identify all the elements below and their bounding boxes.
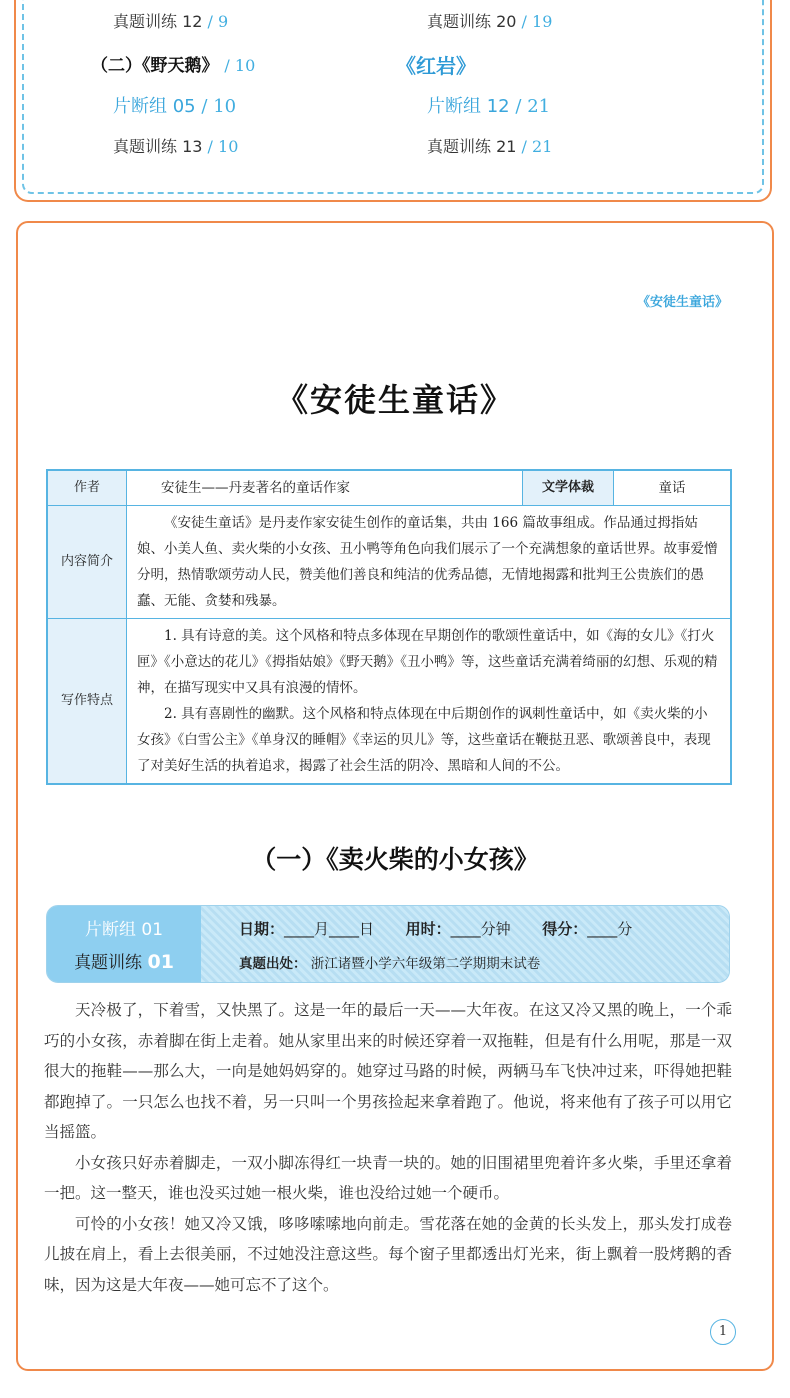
genre-value: 童话 [614, 470, 732, 506]
toc-entry-label: 真题训练 20 [427, 12, 517, 31]
training-number: 01 [147, 951, 174, 973]
reading-paragraph: 小女孩只好赤着脚走，一双小脚冻得红一块青一块的。她的旧围裙里兜着许多火柴，手里还拿着一把。这一整天，谁也没买过她一根火柴，谁也没给过她一个硬币。 [44, 1153, 732, 1202]
reading-paragraph: 天冷极了，下着雪，又快黑了。这是一年的最后一天——大年夜。在这又冷又黑的晚上，一个乖巧的小女孩，赤着脚在街上走着。她从家里出来的时候还穿着一双拖鞋，但是有什么用呢，那是一双很大的拖鞋——那么大，一向是她妈妈穿的。她穿过马路的时候，两辆马车飞快冲过来，吓得她把鞋都跑掉了。一只怎么也找不着，另一只叫一个男孩捡起来拿着跑了。他说，将来他有了孩子可以用它当摇篮。 [44, 1001, 732, 1141]
toc-separator: / [515, 96, 522, 117]
exercise-fields [239, 918, 632, 939]
toc-entry[interactable] [91, 51, 255, 76]
author-label: 作者 [47, 470, 127, 506]
score-label: 得分： [542, 920, 588, 938]
features-cell [127, 619, 732, 785]
toc-page-number: 10 [234, 56, 256, 75]
toc-separator: / [207, 137, 213, 156]
source-label: 真题出处： [239, 956, 307, 972]
date-field[interactable]: ____月____日 [284, 920, 375, 938]
running-head: 《安徒生童话》 [636, 295, 728, 310]
toc-page-number: 9 [218, 12, 229, 31]
toc-separator: / [521, 137, 527, 156]
feature-point-1: 1. 具有诗意的美。这个风格和特点多体现在早期创作的歌颂性童话中，如《海的女儿》《打火匣》《小意达的花儿》《拇指姑娘》《野天鹅》《丑小鸭》等，这些童话充满着绮丽的幻想、乐观的精神，在描写现实中又具有浪漫的情怀。 [137, 628, 718, 696]
date-label: 日期： [239, 920, 285, 938]
features-label: 写作特点 [47, 619, 127, 785]
exercise-source [239, 952, 540, 972]
toc-entry[interactable] [113, 134, 238, 157]
toc-entry-label: （二）《野天鹅》 [91, 56, 219, 76]
toc-entry-label: 真题训练 12 [113, 12, 203, 31]
features-row [47, 619, 731, 785]
toc-entry-label: 《红岩》 [396, 54, 476, 78]
feature-point-2: 2. 具有喜剧性的幽默。这个风格和特点体现在中后期创作的讽刺性童话中，如《卖火柴的小女孩》《白雪公主》《单身汉的睡帽》《幸运的贝儿》等，这些童话在鞭挞丑恶、歌颂善良中，表现了对美好生活的执着追求，揭露了社会生活的阴冷、黑暗和人间的不公。 [137, 706, 711, 774]
reading-paragraph: 可怜的小女孩！她又冷又饿，哆哆嗦嗦地向前走。雪花落在她的金黄的长头发上，那头发打成卷儿披在肩上，看上去很美丽，不过她没注意这些。每个窗子里都透出灯光来，街上飘着一股烤鹅的香味，因为这是大年夜——她可忘不了这个。 [44, 1214, 732, 1294]
toc-entry-label: 片断组 12 [427, 96, 510, 117]
toc-entry-label: 真题训练 21 [427, 137, 517, 156]
book-info-table [46, 469, 732, 785]
exercise-tag [47, 906, 201, 982]
author-row [47, 470, 731, 506]
training-text: 真题训练 [74, 953, 143, 973]
toc-entry[interactable] [427, 9, 552, 32]
toc-entry[interactable] [113, 92, 236, 118]
toc-page-number: 10 [218, 137, 239, 156]
source-value: 浙江诸暨小学六年级第二学期期末试卷 [310, 956, 541, 972]
toc-entry[interactable] [427, 92, 550, 118]
exercise-header [46, 905, 730, 983]
toc-entry[interactable] [396, 50, 476, 79]
time-field[interactable]: ____分钟 [450, 920, 511, 938]
toc-entry-label: 片断组 05 [113, 96, 196, 117]
toc-entry-label: 真题训练 13 [113, 137, 203, 156]
reading-passage [44, 995, 732, 1300]
page-number: 1 [710, 1319, 736, 1345]
toc-page-number: 10 [213, 96, 237, 117]
book-title: 《安徒生童话》 [275, 381, 514, 419]
score-field[interactable]: ____分 [587, 920, 633, 938]
summary-text: 《安徒生童话》是丹麦作家安徒生创作的童话集，共由 166 篇故事组成。作品通过拇指姑娘、小美人鱼、卖火柴的小女孩、丑小鸭等角色向我们展示了一个充满想象的童话世界。故事爱憎分明，热情歌颂劳动人民，赞美他们善良和纯洁的优秀品德，无情地揭露和批判王公贵族们的愚蠢、无能、贪婪和残暴。 [137, 515, 718, 609]
genre-label: 文学体裁 [523, 470, 614, 506]
toc-separator: / [201, 96, 208, 117]
toc-entry[interactable] [113, 9, 228, 32]
summary-row [47, 506, 731, 619]
toc-page-number: 19 [532, 12, 553, 31]
group-label: 片断组 01 [84, 920, 164, 940]
contents-box [14, 0, 772, 202]
chapter-title: （一）《卖火柴的小女孩》 [251, 845, 539, 874]
toc-separator: / [207, 12, 213, 31]
time-label: 用时： [405, 920, 451, 938]
toc-separator: / [224, 56, 230, 75]
author-value: 安徒生——丹麦著名的童话作家 [127, 470, 523, 506]
summary-cell [127, 506, 732, 619]
toc-page-number: 21 [532, 137, 553, 156]
toc-page-number: 21 [527, 96, 551, 117]
training-label [47, 948, 201, 973]
exercise-meta [201, 906, 729, 982]
toc-separator: / [521, 12, 527, 31]
book-page [16, 221, 774, 1371]
summary-label: 内容简介 [47, 506, 127, 619]
toc-entry[interactable] [427, 134, 552, 157]
